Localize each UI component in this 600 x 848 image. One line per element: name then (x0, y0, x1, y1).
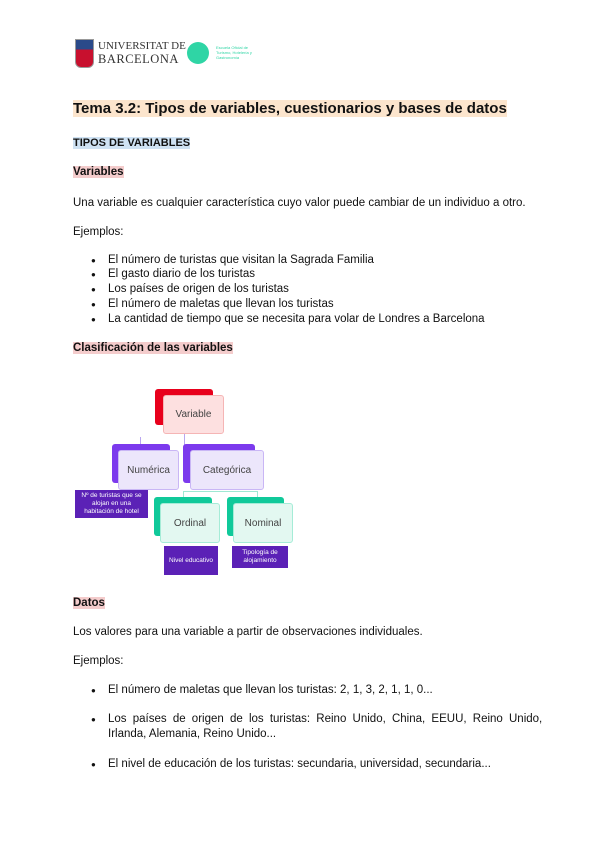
numeric-example-label: Nº de turistas que se alojan en una habitación de hotel (75, 490, 148, 518)
cett-logo-icon (187, 42, 209, 64)
node-variable: Variable (163, 395, 224, 434)
ordinal-example-label: Nivel educativo (164, 546, 218, 575)
variables-heading: Variables (73, 166, 124, 178)
variables-definition: Una variable es cualquier característica cuyo valor puede cambiar de un individuo a otro. (73, 197, 526, 209)
node-ordinal: Ordinal (160, 503, 220, 543)
list-item-continuation: Irlanda, Alemania, Reino Unido... (108, 728, 277, 740)
datos-examples-label: Ejemplos: (73, 655, 124, 667)
page-title: Tema 3.2: Tipos de variables, cuestionarios y bases de datos (73, 100, 507, 117)
ub-crest-icon (75, 39, 94, 68)
cett-logo-text: Escuela Oficial de Turismo, Hotelería y Gastronomía (216, 45, 252, 60)
nominal-example-label: Tipología de alojamiento (232, 546, 288, 568)
examples-label: Ejemplos: (73, 226, 124, 238)
node-nominal: Nominal (233, 503, 293, 543)
datos-definition: Los valores para una variable a partir de observaciones individuales. (73, 626, 423, 638)
ub-logo-line1: UNIVERSITAT DE (98, 40, 186, 52)
ub-logo-line2: BARCELONA (98, 52, 179, 66)
classification-heading: Clasificación de las variables (73, 342, 233, 354)
section-heading: TIPOS DE VARIABLES (73, 137, 191, 149)
node-numeric: Numérica (118, 450, 179, 490)
datos-heading: Datos (73, 597, 105, 609)
document-page: UNIVERSITAT DE BARCELONA Escuela Oficial de Turismo, Hotelería y Gastronomía Tema 3.2: Tipos de variables, cuestionarios y bases de datos TIPOS DE VARIABLES Variables Una variable es cualquier característica cuyo valor puede cambiar de un individuo a otro. Ejemplos: El número de turistas que visitan la Sagrada Familia El gasto diario de los turistas Los países de origen de los turistas El número de maletas que llevan los turistas La cantidad de tiempo que se necesita para volar de Londres a Barcelona Clasificación de las variables Variable Numérica Categórica Ordinal Nominal Nº de turistas que se alojan en una habitación de hotel Nivel educativo Tipología de alojamiento Datos Los valores para una variable a partir de observaciones individuales. Ejemplos: El número de maletas que llevan los turistas: 2, 1, 3, 2, 1, 1, 0... Los países de origen de los turistas: Reino Unido, China, EEUU, Reino Unido, Irlanda, Alemania, Reino Unido... El nivel de educación de los turistas: secundaria, universidad, secundaria... (0, 0, 600, 848)
node-categorical: Categórica (190, 450, 264, 490)
ub-logo (75, 39, 185, 69)
